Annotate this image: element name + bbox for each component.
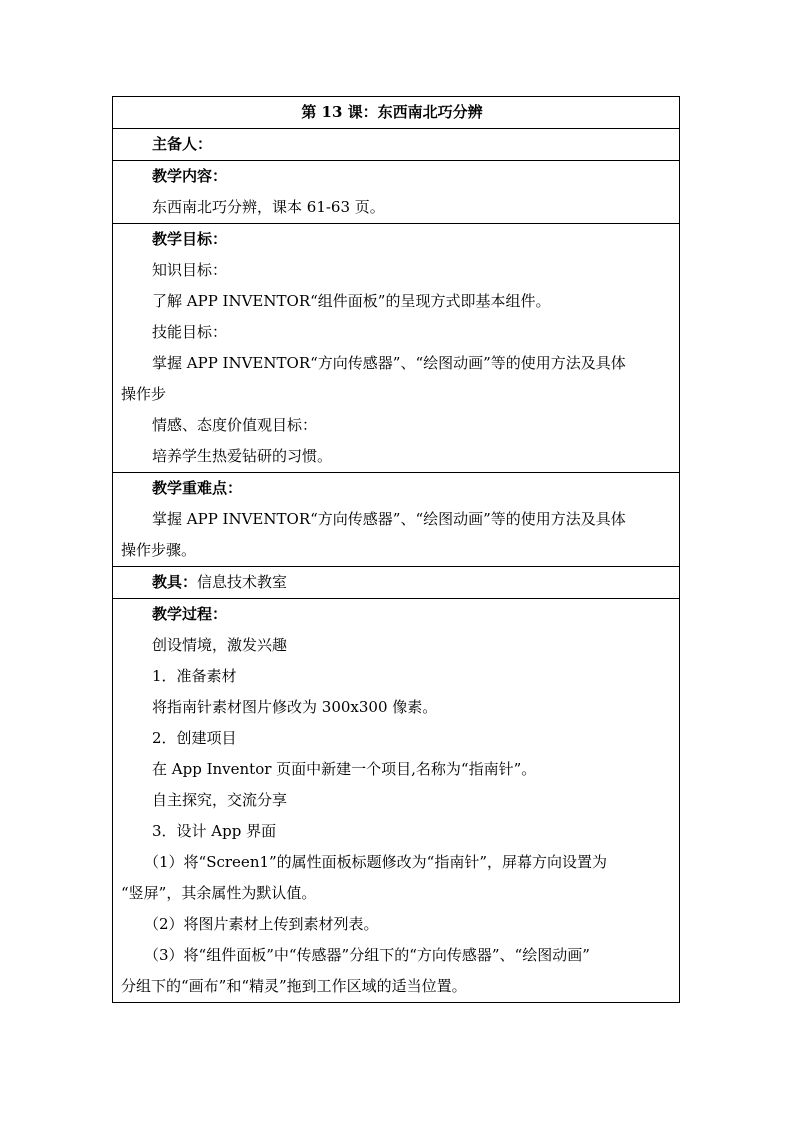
objectives-heading: 教学目标：: [152, 230, 228, 248]
tools-row: [113, 566, 679, 598]
skill-label: 技能目标：: [152, 323, 228, 341]
key-points-heading: 教学重难点：: [152, 479, 243, 497]
lesson-plan-table: [112, 96, 680, 1003]
step1-title: 1．准备素材: [152, 667, 237, 685]
item1-line2: “竖屏”，其余属性为默认值。: [121, 884, 317, 902]
key-points-text-line1: 掌握 APP INVENTOR“方向传感器”、“绘图动画”等的使用方法及具体: [152, 510, 626, 528]
explore-title: 自主探究，交流分享: [152, 791, 288, 809]
key-points-text-line2: 操作步骤。: [121, 541, 197, 559]
content-text: 东西南北巧分辨，课本 61-63 页。: [152, 198, 385, 216]
item3-line1: （3）将“组件面板”中“传感器”分组下的“方向传感器”、“绘图动画”: [144, 946, 590, 964]
content-row: [113, 160, 679, 223]
emotion-text: 培养学生热爱钻研的习惯。: [152, 447, 333, 465]
key-points-row: [113, 472, 679, 566]
item2-text: （2）将图片素材上传到素材列表。: [144, 915, 379, 933]
emotion-label: 情感、态度价值观目标：: [152, 416, 318, 434]
process-heading: 教学过程：: [152, 605, 228, 623]
lesson-title: 第 13 课：东西南北巧分辨: [301, 103, 483, 121]
process-intro: 创设情境，激发兴趣: [152, 636, 288, 654]
skill-text-line2: 操作步: [121, 385, 167, 403]
tools-value: 信息技术教室: [197, 573, 288, 591]
tools-line: [113, 567, 679, 598]
content-heading: 教学内容：: [152, 167, 228, 185]
title-row: [113, 97, 679, 128]
skill-text-line1: 掌握 APP INVENTOR“方向传感器”、“绘图动画”等的使用方法及具体: [152, 354, 626, 372]
step2-text: 在 App Inventor 页面中新建一个项目,名称为“指南针”。: [152, 760, 537, 778]
step3-title: 3．设计 App 界面: [152, 822, 277, 840]
preparer-row: [113, 128, 679, 160]
item3-line2: 分组下的“画布”和“精灵”拖到工作区域的适当位置。: [121, 977, 467, 995]
knowledge-label: 知识目标：: [152, 261, 228, 279]
step2-title: 2．创建项目: [152, 729, 237, 747]
step1-text: 将指南针素材图片修改为 300x300 像素。: [152, 698, 438, 716]
preparer-label: 主备人：: [152, 135, 213, 153]
process-row: [113, 598, 679, 1002]
item1-line1: （1）将“Screen1”的属性面板标题修改为“指南针”，屏幕方向设置为: [144, 853, 608, 871]
objectives-row: [113, 223, 679, 472]
knowledge-text: 了解 APP INVENTOR“组件面板”的呈现方式即基本组件。: [152, 292, 551, 310]
tools-label: 教具：: [152, 573, 198, 591]
